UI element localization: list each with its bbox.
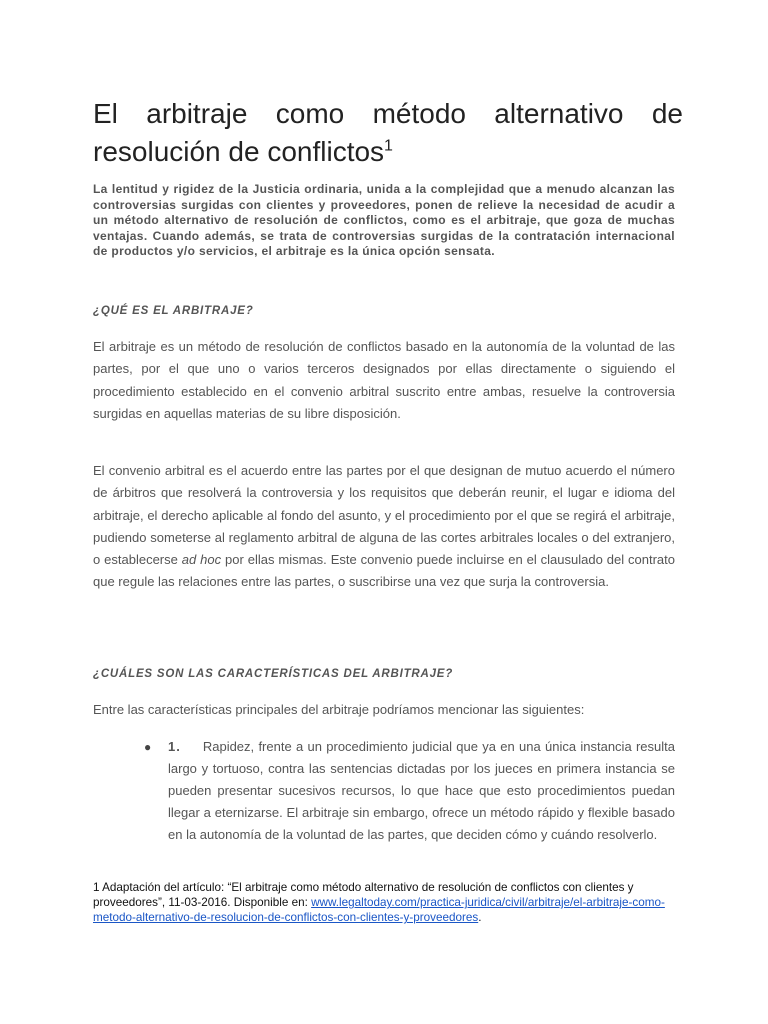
section-heading-caracteristicas: ¿CUÁLES SON LAS CARACTERÍSTICAS DEL ARBITRAJE? [93, 668, 454, 680]
footnote [93, 880, 683, 926]
paragraph2-text-part2: por ellas mismas. Este convenio puede incluirse en el clausulado del contrato que regule las relaciones entre las partes, o suscribirse una vez que surja la controversia. [93, 552, 675, 590]
section2-intro: Entre las características principales del arbitraje podríamos mencionar las siguientes: [93, 702, 585, 717]
section-heading-que-es: ¿QUÉ ES EL ARBITRAJE? [93, 305, 254, 317]
document-title [93, 95, 683, 171]
footnote-link[interactable]: www.legaltoday.com/practica-juridica/civil/arbitraje/el-arbitraje-como-metodo-alternativo-de-resolucion-de-conflictos-con-clientes-y-proveedores [93, 896, 665, 925]
document-title-text: El arbitraje como método alternativo de resolución de conflictos [93, 98, 683, 167]
footnote-text: 1 Adaptación del artículo: “El arbitraje como método alternativo de resolución de conflictos con clientes y proveedores”, 11-03-2016. Disponible en: [93, 881, 634, 910]
section1-paragraph-1: El arbitraje es un método de resolución de conflictos basado en la autonomía de la voluntad de las partes, por el que uno o varios terceros designados por ellas directamente o siguiendo el procedimiento establecido en el convenio arbitral suscrito entre ambas, resuelve la controversia surgidas en aquellas materias de su libre disposición. [93, 339, 675, 421]
bullet-icon: ● [144, 740, 152, 754]
footnote-end: . [478, 911, 482, 925]
list-item-number: 1. [168, 739, 181, 754]
section1-paragraph-2 [93, 460, 675, 594]
paragraph2-text-part1: El convenio arbitral es el acuerdo entre las partes por el que designan de mutuo acuerdo el número de árbitros que resolverá la controversia y los requisitos que deberán reunir, el lugar e idioma del arbitraje, el derecho aplicable al fondo del asunto, y el procedimiento por el que se regirá el arbitraje, pudiendo someterse al reglamento arbitral de alguna de las cortes arbitrales locales o del extranjero, o establecerse [93, 463, 675, 568]
intro-paragraph: La lentitud y rigidez de la Justicia ordinaria, unida a la complejidad que a menudo alcanzan las controversias surgidas con clientes y proveedores, ponen de relieve la necesidad de acudir a un método alternativo de resolución de conflictos, como es el arbitraje, que goza de muchas ventajas. Cuando además, se trata de controversias surgidas de la contratación internacional de productos y/o servicios, el arbitraje es la única opción sensata. [93, 182, 675, 259]
title-footnote-mark: 1 [384, 137, 393, 155]
characteristics-list [144, 736, 675, 846]
list-item-text: Rapidez, frente a un procedimiento judicial que ya en una única instancia resulta largo y tortuoso, contra las sentencias dictadas por los jueces en primera instancia se pueden presentar sucesivos recursos, lo que hace que esto procedimientos puedan llegar a eternizarse. El arbitraje sin embargo, ofrece un método rápido y flexible basado en la autonomía de la voluntad de las partes, que deciden cómo y cuándo resolverlo. [168, 739, 675, 842]
list-item [144, 736, 675, 846]
paragraph2-italic-term: ad hoc [181, 552, 222, 568]
